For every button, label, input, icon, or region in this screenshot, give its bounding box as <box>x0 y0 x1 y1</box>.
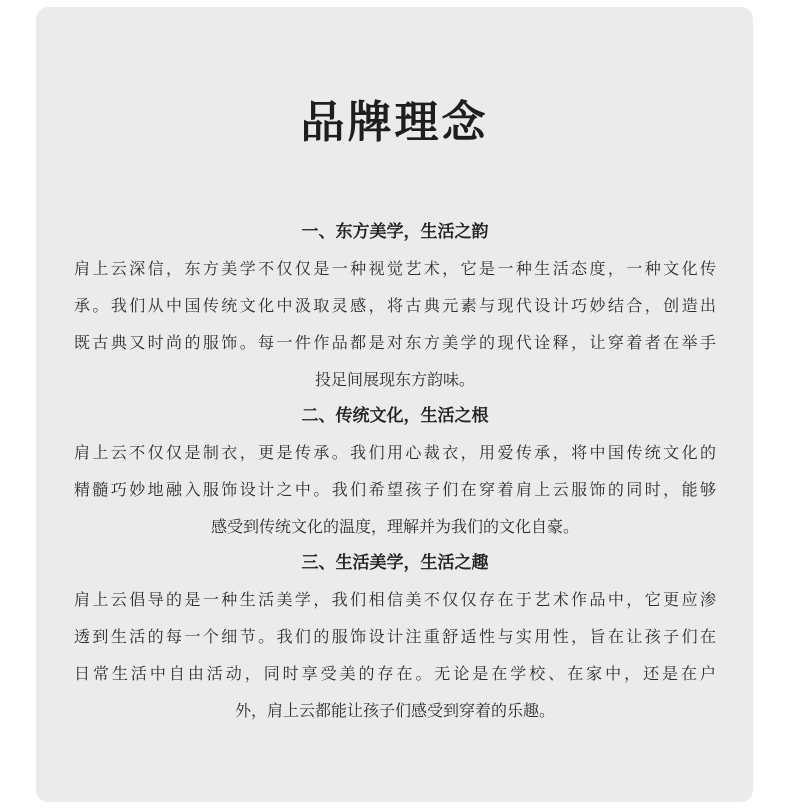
section-body <box>74 250 716 398</box>
section-traditional-culture <box>74 398 716 545</box>
paragraph-line: 肩上云深信，东方美学不仅仅是一种视觉艺术，它是一种生活态度，一种文化传 <box>74 259 716 278</box>
paragraph-line: 精髓巧妙地融入服饰设计之中。我们希望孩子们在穿着肩上云服饰的同时，能够 <box>74 480 716 499</box>
paragraph-line: 感受到传统文化的温度，理解并为我们的文化自豪。 <box>210 517 579 536</box>
brand-philosophy-card <box>36 7 753 802</box>
page-title: 品牌理念 <box>300 97 489 148</box>
paragraph-line: 既古典又时尚的服饰。每一件作品都是对东方美学的现代诠释，让穿着者在举手 <box>74 333 716 352</box>
section-body <box>74 581 716 729</box>
section-life-aesthetics <box>74 545 716 729</box>
paragraph-line: 投足间展现东方韵味。 <box>314 370 475 389</box>
paragraph-line: 肩上云不仅仅是制衣，更是传承。我们用心裁衣，用爱传承，将中国传统文化的 <box>74 443 716 462</box>
content-area <box>74 214 716 729</box>
section-body <box>74 434 716 545</box>
section-heading: 二、传统文化，生活之根 <box>301 406 489 426</box>
paragraph-line: 承。我们从中国传统文化中汲取灵感，将古典元素与现代设计巧妙结合，创造出 <box>74 296 716 315</box>
paragraph-line: 肩上云倡导的是一种生活美学，我们相信美不仅仅存在于艺术作品中，它更应渗 <box>74 590 716 609</box>
section-eastern-aesthetics <box>74 214 716 398</box>
paragraph-line: 外，肩上云都能让孩子们感受到穿着的乐趣。 <box>234 701 555 720</box>
paragraph-line: 透到生活的每一个细节。我们的服饰设计注重舒适性与实用性，旨在让孩子们在 <box>74 627 716 646</box>
section-heading: 一、东方美学，生活之韵 <box>301 222 489 242</box>
section-heading: 三、生活美学，生活之趣 <box>301 553 489 573</box>
paragraph-line: 日常生活中自由活动，同时享受美的存在。无论是在学校、在家中，还是在户 <box>74 664 716 683</box>
